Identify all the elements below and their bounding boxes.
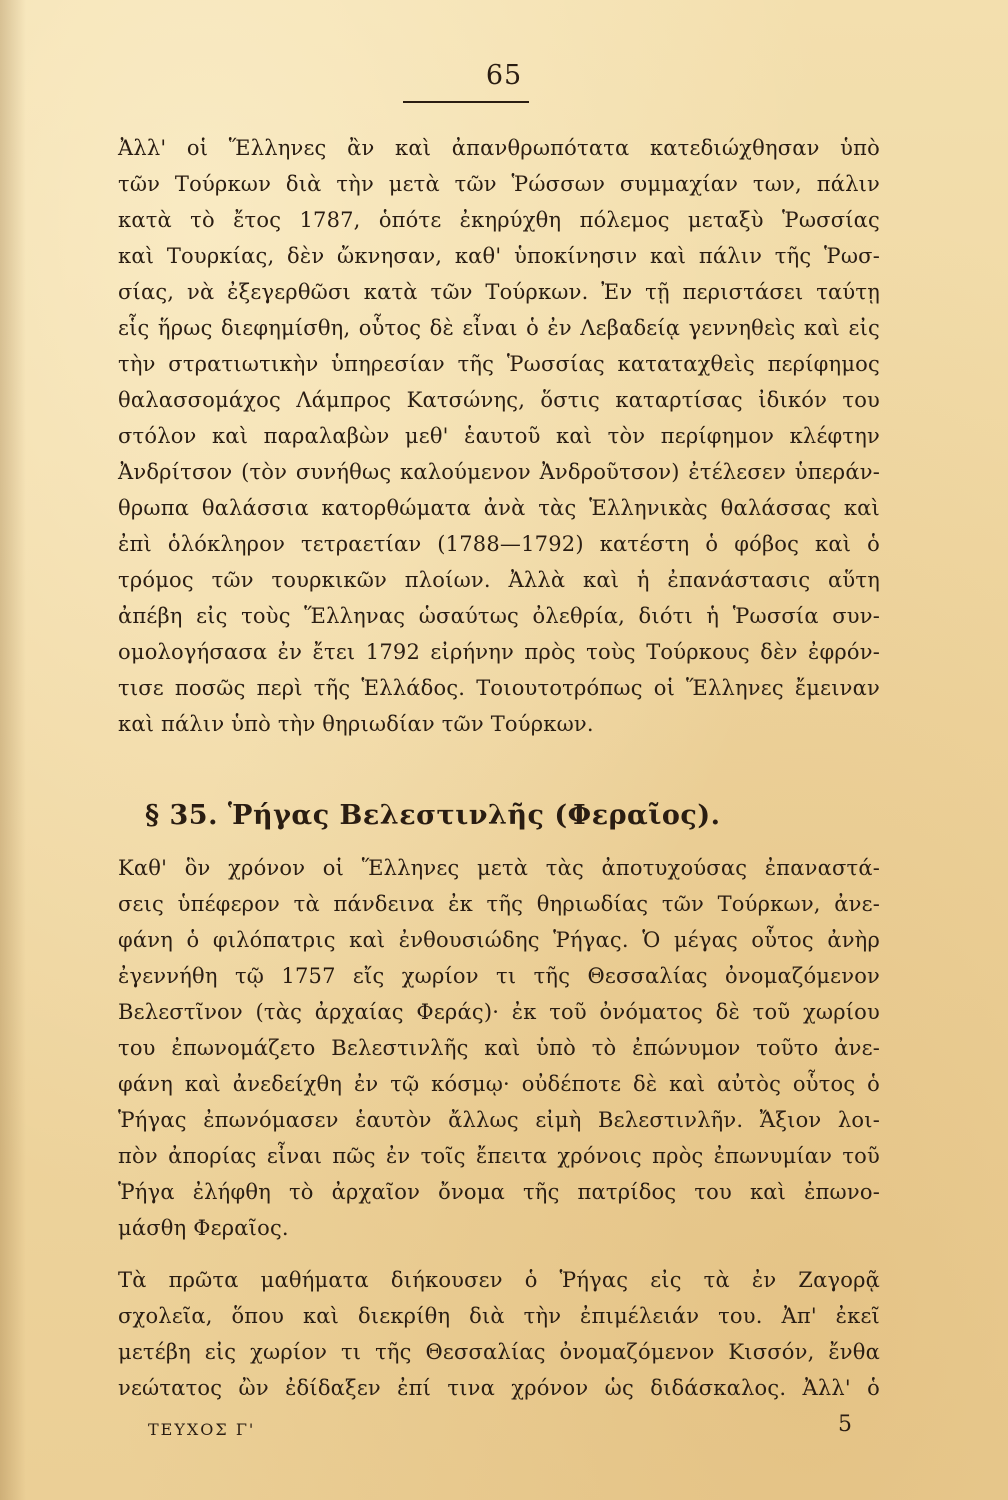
text-line: θαλασσομάχος Λάμπρος Κατσώνης, ὅστις καταρτίσας ἰδικόν του <box>118 388 880 412</box>
page-edge-shadow <box>0 0 26 1500</box>
text-line: σίας, νὰ ἐξεγερθῶσι κατὰ τῶν Τούρκων. Ἐν τῇ περιστάσει ταύτῃ <box>118 280 880 304</box>
text-line: νεώτατος ὢν ἐδίδαξεν ἐπί τινα χρόνον ὡς διδάσκαλος. Ἀλλ' ὁ <box>118 1376 880 1400</box>
text-line: καὶ πάλιν ὑπὸ τὴν θηριωδίαν τῶν Τούρκων. <box>118 712 594 736</box>
paragraph-3 <box>118 1262 880 1406</box>
footer-signature-number: 5 <box>838 1412 852 1437</box>
text-line: εἷς ἥρως διεφημίσθη, οὗτος δὲ εἶναι ὁ ἐν Λεβαδείᾳ γεννηθεὶς καὶ εἰς <box>118 316 880 340</box>
text-line: Βελεστῖνον (τὰς ἀρχαίας Φεράς)· ἐκ τοῦ ὀνόματος δὲ τοῦ χωρίου <box>118 1000 880 1024</box>
text-line: σεις ὑπέφερον τὰ πάνδεινα ἐκ τῆς θηριωδίας τῶν Τούρκων, ἀνε- <box>118 892 880 916</box>
section-heading: § 35. Ῥήγας Βελεστινλῆς (Φεραῖος). <box>145 800 721 831</box>
text-line: Τὰ πρῶτα μαθήματα διήκουσεν ὁ Ῥήγας εἰς τὰ ἐν Ζαγορᾷ <box>118 1268 880 1292</box>
page-number: 65 <box>485 60 523 91</box>
text-line: θρωπα θαλάσσια κατορθώματα ἀνὰ τὰς Ἑλληνικὰς θαλάσσας καὶ <box>118 496 880 520</box>
paragraph-1 <box>118 130 880 742</box>
text-line: κατὰ τὸ ἔτος 1787, ὁπότε ἐκηρύχθη πόλεμος μεταξὺ Ῥωσσίας <box>118 208 880 232</box>
text-line: ἐπὶ ὁλόκληρον τετραετίαν (1788—1792) κατέστη ὁ φόβος καὶ ὁ <box>118 532 880 556</box>
text-line: ἀπέβη εἰς τοὺς Ἕλληνας ὡσαύτως ὀλεθρία, διότι ἡ Ῥωσσία συν- <box>118 604 880 628</box>
text-line: του ἐπωνομάζετο Βελεστινλῆς καὶ ὑπὸ τὸ ἐπώνυμον τοῦτο ἀνε- <box>118 1036 880 1060</box>
text-line: σχολεῖα, ὅπου καὶ διεκρίθη διὰ τὴν ἐπιμέλειάν του. Ἀπ' ἐκεῖ <box>118 1304 880 1328</box>
text-line: Ῥήγας ἐπωνόμασεν ἑαυτὸν ἄλλως εἰμὴ Βελεστινλῆν. Ἄξιον λοι- <box>118 1108 880 1132</box>
text-line: τισε ποσῶς περὶ τῆς Ἑλλάδος. Τοιουτοτρόπως οἱ Ἕλληνες ἔμειναν <box>118 676 880 700</box>
text-line: μάσθη Φεραῖος. <box>118 1216 289 1240</box>
footer-volume-label: ΤΕΥΧΟΣ Γ' <box>148 1420 256 1439</box>
text-line: Ἀλλ' οἱ Ἕλληνες ἂν καὶ ἀπανθρωπότατα κατεδιώχθησαν ὑπὸ <box>118 136 880 160</box>
text-line: στόλον καὶ παραλαβὼν μεθ' ἑαυτοῦ καὶ τὸν περίφημον κλέφτην <box>118 424 880 448</box>
text-line: φάνη καὶ ἀνεδείχθη ἐν τῷ κόσμῳ· οὐδέποτε δὲ καὶ αὐτὸς οὗτος ὁ <box>118 1072 880 1096</box>
paragraph-2 <box>118 850 880 1246</box>
text-line: φάνη ὁ φιλόπατρις καὶ ἐνθουσιώδης Ῥήγας. Ὁ μέγας οὗτος ἀνὴρ <box>118 928 880 952</box>
text-line: Καθ' ὃν χρόνον οἱ Ἕλληνες μετὰ τὰς ἀποτυχούσας ἐπαναστά- <box>118 856 880 880</box>
text-line: τὴν στρατιωτικὴν ὑπηρεσίαν τῆς Ῥωσσίας καταταχθεὶς περίφημος <box>118 352 880 376</box>
text-line: ἐγεννήθη τῷ 1757 εἴς χωρίον τι τῆς Θεσσαλίας ὀνομαζόμενον <box>118 964 880 988</box>
header-rule <box>403 101 529 103</box>
text-line: τῶν Τούρκων διὰ τὴν μετὰ τῶν Ῥώσσων συμμαχίαν των, πάλιν <box>118 172 880 196</box>
text-line: τρόμος τῶν τουρκικῶν πλοίων. Ἀλλὰ καὶ ἡ ἐπανάστασις αὕτη <box>118 568 880 592</box>
text-line: καὶ Τουρκίας, δὲν ὤκνησαν, καθ' ὑποκίνησιν καὶ πάλιν τῆς Ῥωσ- <box>118 244 880 268</box>
text-line: Ῥήγα ἐλήφθη τὸ ἀρχαῖον ὄνομα τῆς πατρίδος του καὶ ἐπωνο- <box>118 1180 880 1204</box>
text-line: Ἀνδρίτσον (τὸν συνήθως καλούμενον Ἀνδροῦτσον) ἐτέλεσεν ὑπεράν- <box>118 460 880 484</box>
text-line: μετέβη εἰς χωρίον τι τῆς Θεσσαλίας ὀνομαζόμενον Κισσόν, ἔνθα <box>118 1340 880 1364</box>
text-line: ομολογήσασα ἐν ἔτει 1792 εἰρήνην πρὸς τοὺς Τούρκους δὲν ἐφρόν- <box>118 640 880 664</box>
text-line: πὸν ἀπορίας εἶναι πῶς ἐν τοῖς ἔπειτα χρόνοις πρὸς ἐπωνυμίαν τοῦ <box>118 1144 880 1168</box>
